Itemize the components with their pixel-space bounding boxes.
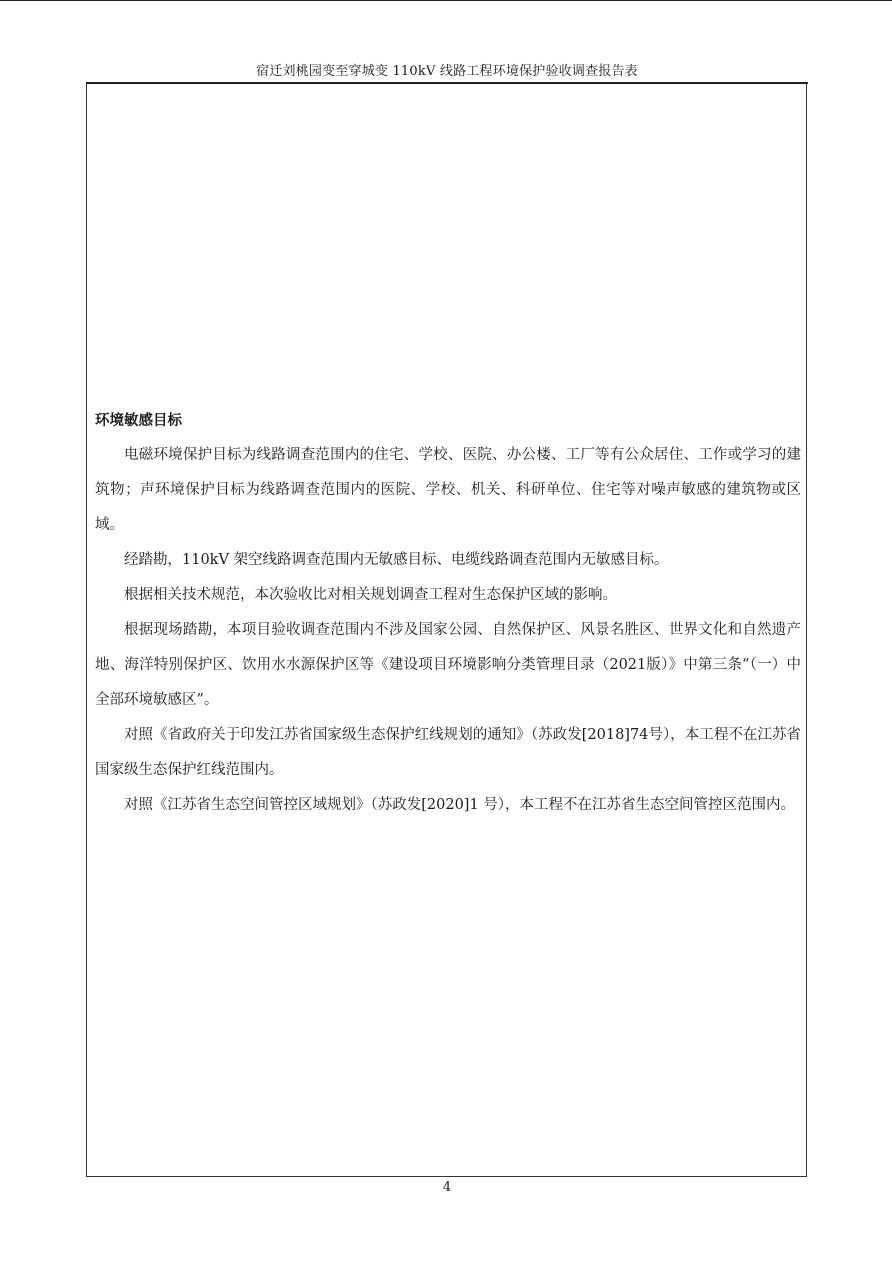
page-top-border xyxy=(0,0,892,1)
paragraph-technical-spec: 根据相关技术规范，本次验收比对相关规划调查工程对生态保护区域的影响。 xyxy=(124,587,617,603)
section-body xyxy=(95,438,801,823)
paragraph-protection-targets: 电磁环境保护目标为线路调查范围内的住宅、学校、医院、办公楼、工厂等有公众居住、工作或学习的建筑物；声环境保护目标为线路调查范围内的医院、学校、机关、科研单位、住宅等对噪声敏感的建筑物或区域。 xyxy=(95,447,801,533)
page-number: 4 xyxy=(442,1180,452,1195)
section-heading: 环境敏感目标 xyxy=(95,413,182,429)
paragraph-red-line: 对照《省政府关于印发江苏省国家级生态保护红线规划的通知》（苏政发[2018]74号），本工程不在江苏省国家级生态保护红线范围内。 xyxy=(95,727,801,778)
paragraph-ecological-control: 对照《江苏省生态空间管控区域规划》（苏政发[2020]1 号），本工程不在江苏省生态空间管控区范围内。 xyxy=(124,797,796,813)
paragraph-sensitive-areas: 根据现场踏勘，本项目验收调查范围内不涉及国家公园、自然保护区、风景名胜区、世界文化和自然遗产地、海洋特别保护区、饮用水水源保护区等《建设项目环境影响分类管理目录（2021版）》中第三条“（一）中全部环境敏感区”。 xyxy=(95,622,801,708)
paragraph-survey-result: 经踏勘，110kV 架空线路调查范围内无敏感目标、电缆线路调查范围内无敏感目标。 xyxy=(124,552,669,568)
running-header-title: 宿迁刘桃园变至穿城变 110kV 线路工程环境保护验收调查报告表 xyxy=(256,64,638,79)
